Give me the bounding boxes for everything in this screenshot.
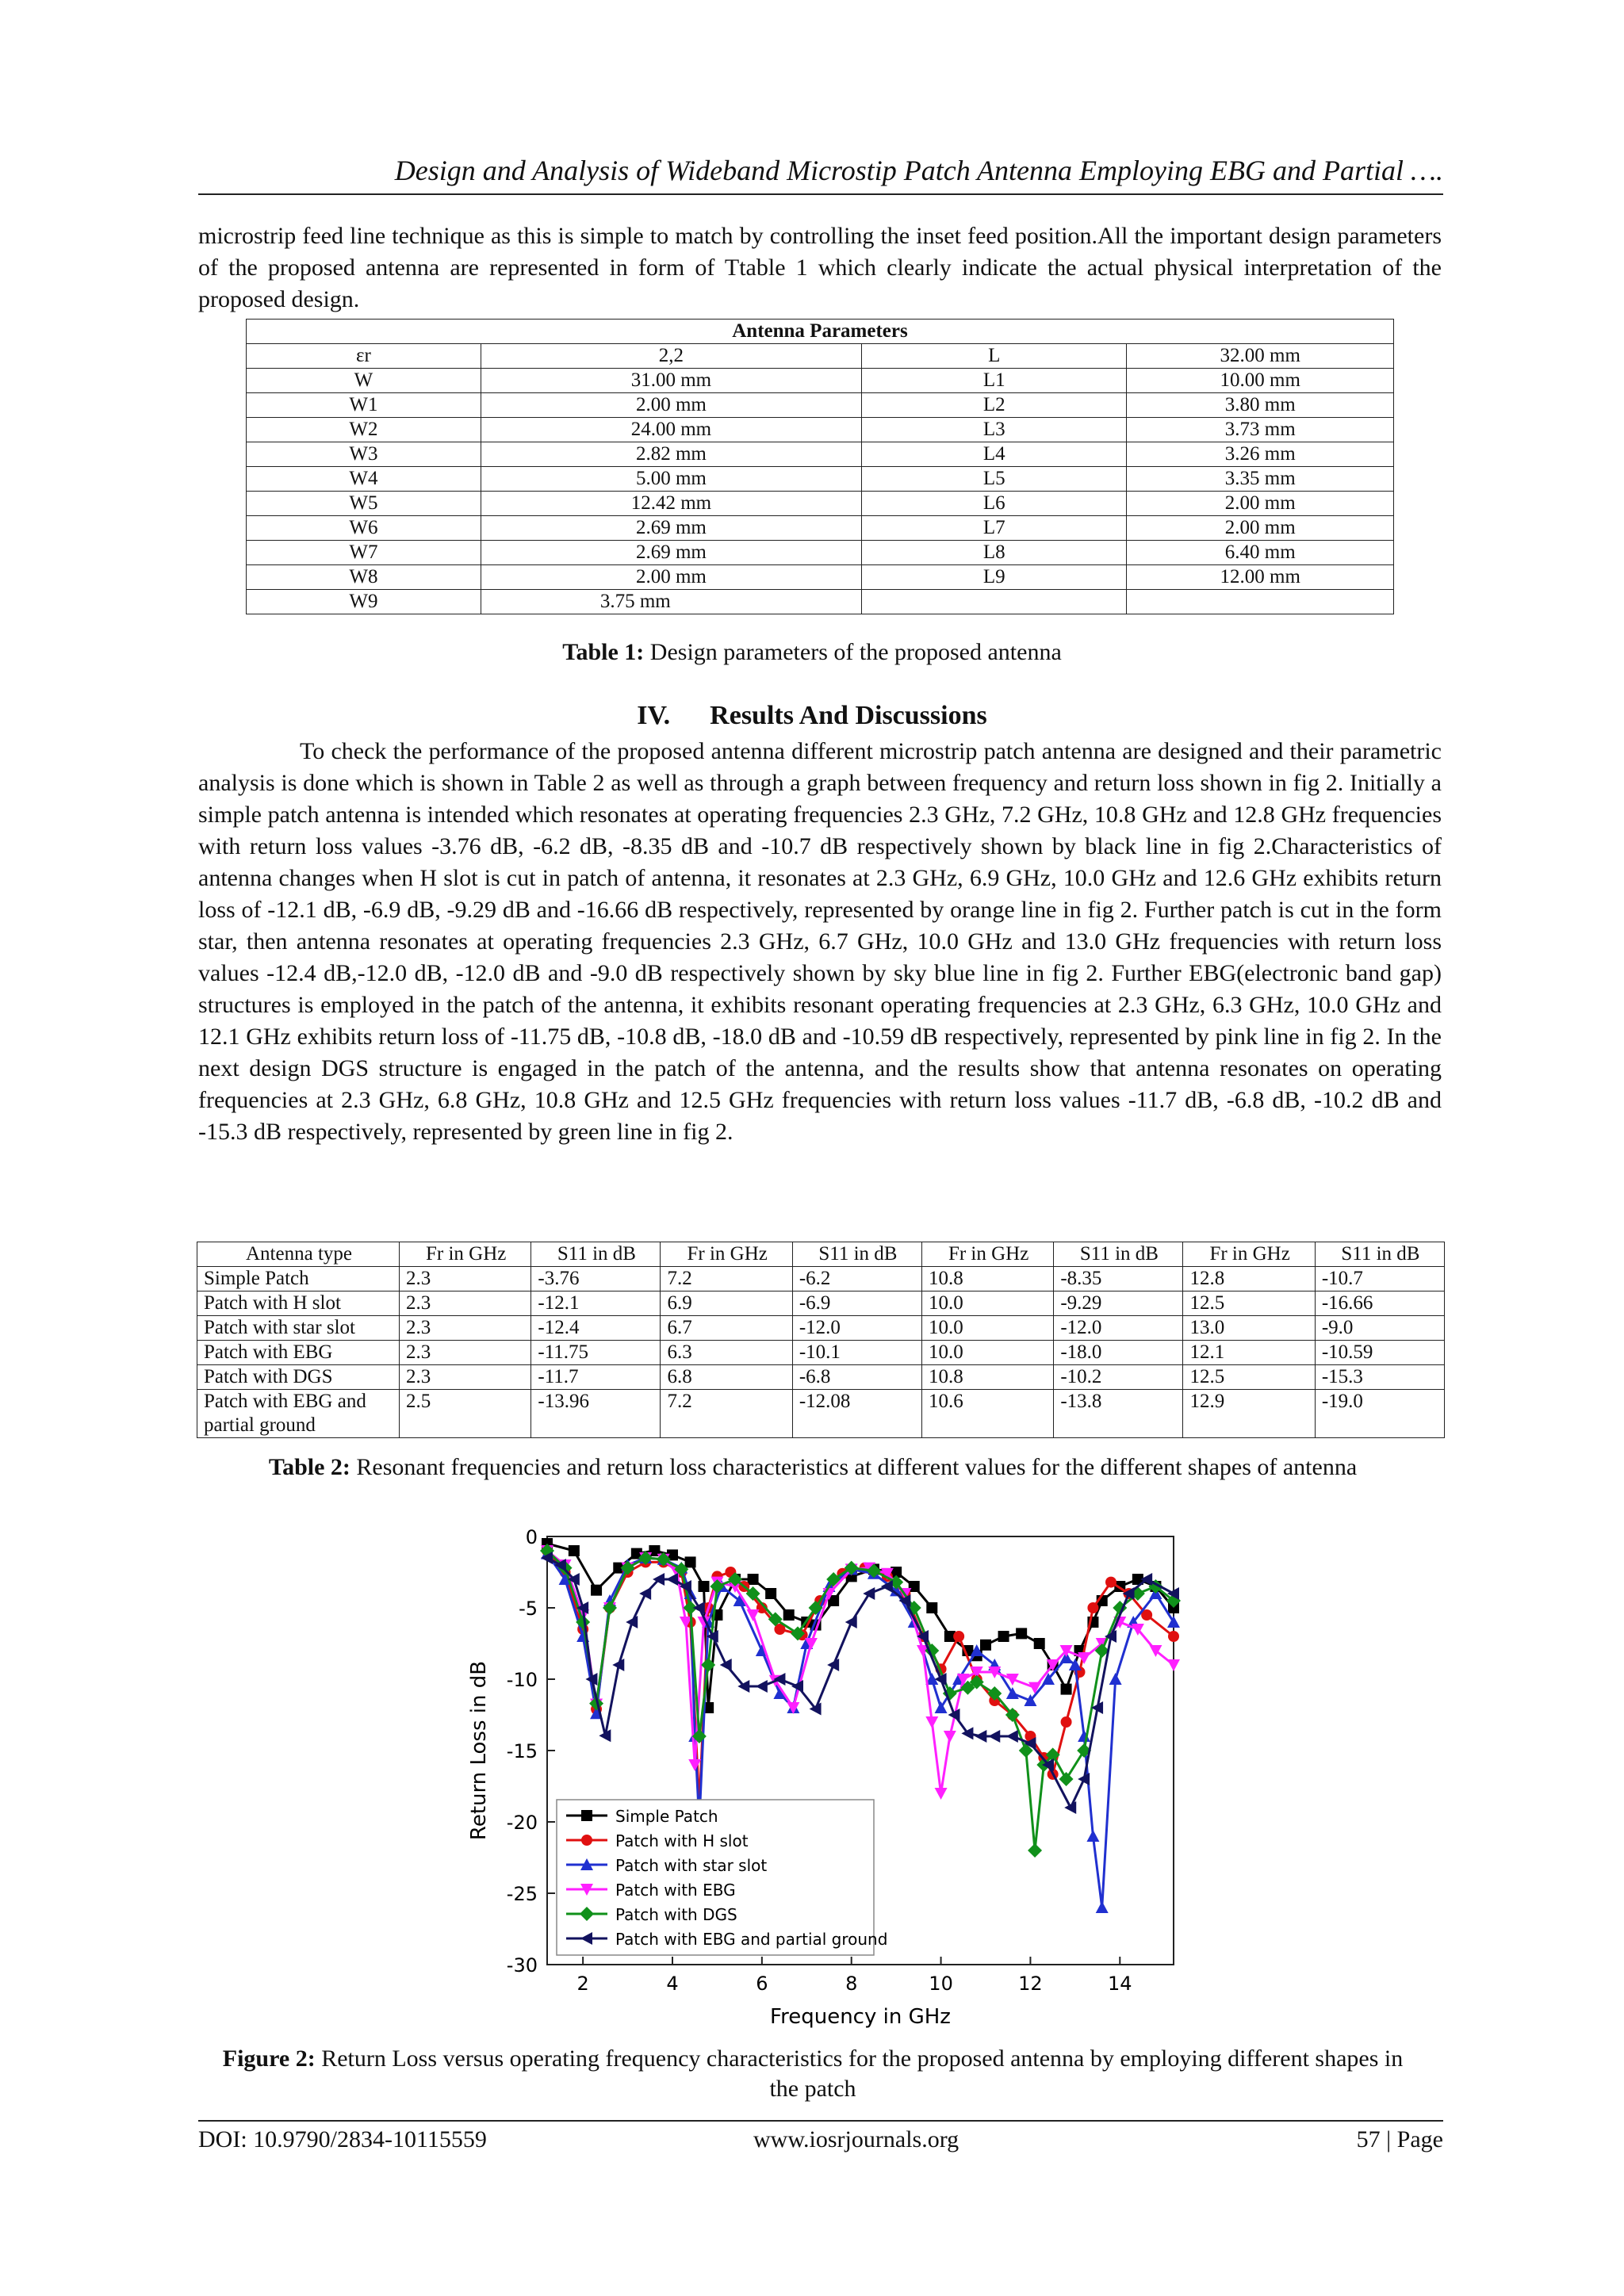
x-tick-label: 2 — [576, 1973, 589, 1995]
legend-label: Patch with EBG — [615, 1881, 736, 1900]
table2-cell: Patch with DGS — [197, 1365, 400, 1390]
table2-cell: 2.3 — [400, 1316, 531, 1341]
table2-cell: 12.5 — [1183, 1292, 1315, 1316]
table2-row — [197, 1292, 1445, 1316]
table2-row — [197, 1390, 1445, 1438]
table1-row — [247, 467, 1394, 492]
legend-label: Patch with H slot — [615, 1831, 749, 1850]
data-point — [1061, 1684, 1072, 1695]
table1-cell: W2 — [247, 418, 481, 442]
table1-caption-label: Table 1: — [562, 639, 645, 665]
table2-cell: -16.66 — [1315, 1292, 1444, 1316]
table2-header-cell: S11 in dB — [1054, 1242, 1183, 1267]
table2-cell: 2.5 — [400, 1390, 531, 1438]
table2-header-cell: Fr in GHz — [661, 1242, 792, 1267]
data-point — [569, 1545, 580, 1556]
page-header — [198, 152, 1443, 195]
table2-header-cell: Fr in GHz — [921, 1242, 1053, 1267]
table2-cell: 10.0 — [921, 1316, 1053, 1341]
table2-cell: Patch with star slot — [197, 1316, 400, 1341]
table2-cell: 2.3 — [400, 1292, 531, 1316]
table2-row — [197, 1267, 1445, 1292]
y-tick-label: 0 — [525, 1526, 538, 1548]
table1-cell: 2.00 mm — [481, 393, 861, 418]
table1-cell: 32.00 mm — [1127, 344, 1394, 369]
table2-cell: Patch with H slot — [197, 1292, 400, 1316]
table2-cell: 7.2 — [661, 1267, 792, 1292]
data-point — [926, 1602, 937, 1613]
table1-cell: W9 — [247, 590, 481, 614]
table1-cell: L3 — [861, 418, 1126, 442]
table1-cell: 2.00 mm — [1127, 516, 1394, 541]
y-tick-label: -25 — [506, 1883, 538, 1905]
journal-url[interactable]: www.iosrjournals.org — [753, 2126, 959, 2152]
table2-cell: -12.08 — [792, 1390, 921, 1438]
data-point — [1061, 1716, 1072, 1728]
table2-cell: -12.0 — [792, 1316, 921, 1341]
section-number: IV. — [637, 701, 671, 730]
table2-cell: 12.9 — [1183, 1390, 1315, 1438]
table1-cell: εr — [247, 344, 481, 369]
table2-cell: -11.75 — [531, 1341, 661, 1365]
table2-cell: -12.0 — [1054, 1316, 1183, 1341]
table1-row — [247, 516, 1394, 541]
table1-cell: 3.80 mm — [1127, 393, 1394, 418]
table1-row — [247, 418, 1394, 442]
table1-row — [247, 442, 1394, 467]
table2-cell: 6.7 — [661, 1316, 792, 1341]
table2-cell: 6.3 — [661, 1341, 792, 1365]
table1-cell: L2 — [861, 393, 1126, 418]
table1-cell: L7 — [861, 516, 1126, 541]
table2-cell: -3.76 — [531, 1267, 661, 1292]
y-tick-label: -10 — [506, 1669, 538, 1691]
table2-cell: 10.8 — [921, 1365, 1053, 1390]
table2-cell: -6.2 — [792, 1267, 921, 1292]
page-footer — [198, 2120, 1443, 2163]
y-tick-label: -20 — [506, 1812, 538, 1834]
table2-cell: -15.3 — [1315, 1365, 1444, 1390]
table2-cell: -8.35 — [1054, 1267, 1183, 1292]
figure2-caption — [222, 2044, 1404, 2104]
table2-header-cell: S11 in dB — [1315, 1242, 1444, 1267]
table2-cell: -10.59 — [1315, 1341, 1444, 1365]
legend-label: Patch with star slot — [615, 1856, 768, 1875]
table2-cell: -12.4 — [531, 1316, 661, 1341]
table2-cell: -10.7 — [1315, 1267, 1444, 1292]
legend-marker — [581, 1835, 592, 1846]
table1-cell: 12.42 mm — [481, 492, 861, 516]
table2-cell: 12.8 — [1183, 1267, 1315, 1292]
data-point — [1016, 1628, 1027, 1639]
data-point — [1034, 1638, 1045, 1649]
table2-cell: 10.0 — [921, 1292, 1053, 1316]
table2-cell: 7.2 — [661, 1390, 792, 1438]
data-point — [591, 1585, 602, 1596]
table2-header-cell: S11 in dB — [792, 1242, 921, 1267]
y-axis-label: Return Loss in dB — [467, 1660, 491, 1841]
table2-cell: -13.96 — [531, 1390, 661, 1438]
table1-cell: W5 — [247, 492, 481, 516]
data-point — [1105, 1577, 1116, 1588]
table2-cell: 10.6 — [921, 1390, 1053, 1438]
table2-cell: -18.0 — [1054, 1341, 1183, 1365]
section-heading — [0, 701, 1624, 731]
table1-cell: 6.40 mm — [1127, 541, 1394, 565]
antenna-parameters-table — [246, 319, 1394, 614]
table2-cell: 6.9 — [661, 1292, 792, 1316]
table1-cell: 24.00 mm — [481, 418, 861, 442]
table2-cell: -12.1 — [531, 1292, 661, 1316]
table1-cell: 31.00 mm — [481, 369, 861, 393]
data-point — [1168, 1631, 1179, 1642]
legend-label: Patch with DGS — [615, 1905, 737, 1924]
table1-cell: W — [247, 369, 481, 393]
table2-header-cell: Fr in GHz — [1183, 1242, 1315, 1267]
intro-paragraph: microstrip feed line technique as this is simple to match by controlling the inset feed position.All the important design parameters of the proposed antenna are represented in form of Ttable 1 which clearly indicate the actual physical interpretation of the proposed design. — [198, 223, 1442, 312]
figure2-caption-text: Return Loss versus operating frequency characteristics for the proposed antenna by employing different shapes in the patch — [315, 2045, 1404, 2102]
table2-cell: -10.1 — [792, 1341, 921, 1365]
table1-cell: L9 — [861, 565, 1126, 590]
legend-label: Simple Patch — [615, 1807, 718, 1826]
table1-cell: 2.69 mm — [481, 541, 861, 565]
y-tick-label: -30 — [506, 1954, 538, 1976]
table1-row — [247, 541, 1394, 565]
x-axis-label: Frequency in GHz — [770, 2005, 951, 2029]
table1-heading: Antenna Parameters — [247, 320, 1394, 344]
data-point — [685, 1556, 696, 1567]
table2-row — [197, 1365, 1445, 1390]
table1-cell: 2,2 — [481, 344, 861, 369]
table2-cell: 2.3 — [400, 1365, 531, 1390]
table1-row — [247, 492, 1394, 516]
table2-cell: 10.8 — [921, 1267, 1053, 1292]
x-tick-label: 8 — [845, 1973, 858, 1995]
legend-marker — [581, 1810, 592, 1821]
table2-cell: -10.2 — [1054, 1365, 1183, 1390]
x-tick-label: 14 — [1108, 1973, 1132, 1995]
table2-cell: -9.0 — [1315, 1316, 1444, 1341]
table2-cell: 6.8 — [661, 1365, 792, 1390]
table1-caption — [0, 637, 1624, 668]
table2-header-cell: Fr in GHz — [400, 1242, 531, 1267]
table2-caption-label: Table 2: — [268, 1454, 350, 1480]
running-title: Design and Analysis of Wideband Microstip Patch Antenna Employing EBG and Partial …. — [394, 155, 1443, 186]
table2-cell: -13.8 — [1054, 1390, 1183, 1438]
data-point — [980, 1640, 991, 1651]
table1-cell: 5.00 mm — [481, 467, 861, 492]
table2-cell: -6.9 — [792, 1292, 921, 1316]
table2-cell: 12.1 — [1183, 1341, 1315, 1365]
table2-header-cell: Antenna type — [197, 1242, 400, 1267]
table2-caption — [238, 1452, 1388, 1483]
table1-cell: L5 — [861, 467, 1126, 492]
table2-caption-text: Resonant frequencies and return loss characteristics at different values for the different shapes of antenna — [350, 1454, 1358, 1480]
table2-cell: 2.3 — [400, 1341, 531, 1365]
page-number: 57 | Page — [1356, 2126, 1443, 2152]
table2-cell: 2.3 — [400, 1267, 531, 1292]
section-title: Results And Discussions — [710, 701, 987, 730]
table1-row — [247, 369, 1394, 393]
table2-row — [197, 1316, 1445, 1341]
table1-caption-text: Design parameters of the proposed antenna — [644, 639, 1062, 665]
doi: DOI: 10.9790/2834-10115559 — [198, 2126, 487, 2152]
table1-cell: 3.26 mm — [1127, 442, 1394, 467]
table1-cell — [1127, 590, 1394, 614]
table1-cell: 12.00 mm — [1127, 565, 1394, 590]
table2-cell: -19.0 — [1315, 1390, 1444, 1438]
table2-cell: -9.29 — [1054, 1292, 1183, 1316]
table2-cell: Simple Patch — [197, 1267, 400, 1292]
table1-cell: 10.00 mm — [1127, 369, 1394, 393]
table2-cell: 10.0 — [921, 1341, 1053, 1365]
resonant-frequency-table — [197, 1242, 1445, 1438]
table1-cell: 2.82 mm — [481, 442, 861, 467]
data-point — [1087, 1602, 1098, 1613]
table1-cell: 3.75 mm — [481, 590, 861, 614]
table2-cell: -11.7 — [531, 1365, 661, 1390]
y-tick-label: -15 — [506, 1740, 538, 1762]
data-point — [998, 1631, 1009, 1642]
x-tick-label: 12 — [1018, 1973, 1043, 1995]
table1-cell: 2.00 mm — [1127, 492, 1394, 516]
results-paragraph: To check the performance of the proposed antenna different microstrip patch antenna are designed and their parametric analysis is done which is shown in Table 2 as well as through a graph between frequency and return loss shown in fig 2. Initially a simple patch antenna is intended which resonates at operating frequencies 2.3 GHz, 7.2 GHz, 10.8 GHz and 12.8 GHz frequencies with return loss values -3.76 dB, -6.2 dB, -8.35 dB and -10.7 dB respectively shown by black line in fig 2.Characteristics of antenna changes when H slot is cut in patch of antenna, it resonates at 2.3 GHz, 6.9 GHz, 10.0 GHz and 12.6 GHz exhibits return loss of -12.1 dB, -6.9 dB, -9.29 dB and -16.66 dB respectively, represented by orange line in fig 2. Further patch is cut in the form star, then antenna resonates at operating frequencies 2.3 GHz, 6.7 GHz, 10.0 GHz and 13.0 GHz frequencies with return loss values -12.4 dB,-12.0 dB, -12.0 dB and -9.0 dB respectively shown by sky blue line in fig 2. Further EBG(electronic band gap) structures is employed in the patch of the antenna, it exhibits resonant operating frequencies at 2.3 GHz, 6.3 GHz, 10.0 GHz and 12.1 GHz exhibits return loss of -11.75 dB, -10.8 dB, -18.0 dB and -10.59 dB respectively, represented by pink line in fig 2. In the next design DGS structure is engaged in the patch of the antenna, and the results show that antenna resonates on operating frequencies at 2.3 GHz, 6.8 GHz, 10.8 GHz and 12.5 GHz frequencies with return loss values -11.7 dB, -6.8 dB, -10.2 dB and -15.3 dB respectively, represented by green line in fig 2. — [198, 738, 1442, 1145]
table2-cell: 13.0 — [1183, 1316, 1315, 1341]
legend-label: Patch with EBG and partial ground — [615, 1930, 888, 1949]
table1-cell — [861, 590, 1126, 614]
data-point — [953, 1631, 964, 1642]
table1-row — [247, 565, 1394, 590]
table1-cell: W7 — [247, 541, 481, 565]
table1-cell: L4 — [861, 442, 1126, 467]
table1-cell: 3.35 mm — [1127, 467, 1394, 492]
table1-cell: 3.73 mm — [1127, 418, 1394, 442]
table1-cell: 2.00 mm — [481, 565, 861, 590]
table1-row — [247, 344, 1394, 369]
data-point — [748, 1574, 759, 1585]
figure2-caption-label: Figure 2: — [222, 2045, 316, 2072]
table1-cell: W1 — [247, 393, 481, 418]
data-point — [765, 1588, 776, 1599]
table1-cell: 2.69 mm — [481, 516, 861, 541]
table1-cell: L1 — [861, 369, 1126, 393]
table1-cell: W8 — [247, 565, 481, 590]
table2-cell: Patch with EBG — [197, 1341, 400, 1365]
table1-cell: L8 — [861, 541, 1126, 565]
data-point — [699, 1581, 710, 1592]
table2-cell: -6.8 — [792, 1365, 921, 1390]
table1-row — [247, 590, 1394, 614]
table1-row — [247, 393, 1394, 418]
return-loss-chart — [460, 1524, 1189, 2031]
table1-cell: W6 — [247, 516, 481, 541]
x-tick-label: 4 — [666, 1973, 679, 1995]
data-point — [783, 1609, 795, 1621]
table1-cell: W3 — [247, 442, 481, 467]
table2-header-cell: S11 in dB — [531, 1242, 661, 1267]
x-tick-label: 10 — [929, 1973, 953, 1995]
table2-row — [197, 1341, 1445, 1365]
x-tick-label: 6 — [756, 1973, 768, 1995]
y-tick-label: -5 — [519, 1598, 538, 1620]
table2-cell: 12.5 — [1183, 1365, 1315, 1390]
table2-cell: Patch with EBG and partial ground — [197, 1390, 400, 1438]
table1-cell: W4 — [247, 467, 481, 492]
table1-cell: L6 — [861, 492, 1126, 516]
table1-cell: L — [861, 344, 1126, 369]
